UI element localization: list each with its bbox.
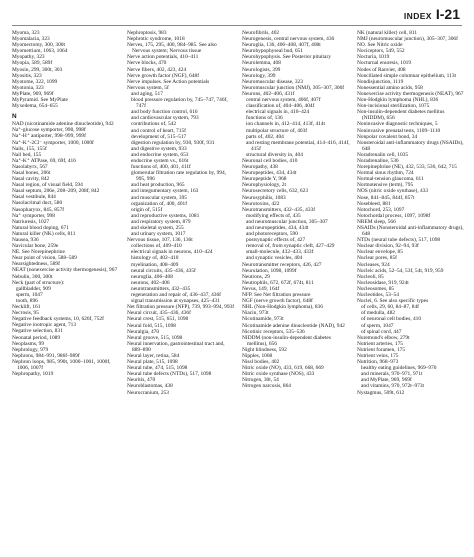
index-entry: Nuremund's elbow, 279t bbox=[357, 334, 410, 341]
index-entry: Neutrons, 29 bbox=[242, 273, 270, 280]
index-entry: Nitrogen narcosis, 864 bbox=[242, 383, 291, 390]
index-subentry: electrical signals in neurons, 410–424 bbox=[131, 249, 213, 256]
index-entry: Noradrenalin cell, 1035 bbox=[357, 151, 409, 158]
index-entry: Nonsteroidal anti-inflammatory drugs (NSAIDs), 648 bbox=[357, 139, 464, 152]
index-entry: Nose, 841–845, 844f, 857t bbox=[357, 194, 415, 201]
index-entry: NK (natural killer) cell, 811 bbox=[357, 30, 418, 36]
index-entry: NFP. See Net filtration pressure bbox=[242, 292, 311, 299]
index-entry: Neural circuit, 435–436, 436f bbox=[127, 310, 191, 317]
index-subentry: and heat production, 965 bbox=[131, 182, 185, 189]
index-entry: Natriuresis, 1027 bbox=[12, 218, 50, 225]
index-entry: Myosin, 299, 300t, 303 bbox=[12, 66, 63, 73]
index-entry: Noninvasive prenatal tests, 1109–1110 bbox=[357, 127, 441, 134]
index-entry: Na⁺-K⁺-2Cl⁻ symporter, 1000, 1000f bbox=[12, 139, 94, 146]
index-subentry: ion channels in, 412–414, 413f, 414t bbox=[246, 121, 326, 128]
index-subentry: and endocrine system, 653 bbox=[131, 151, 189, 158]
index-subentry: endocrine system vs., 616t bbox=[131, 157, 189, 164]
index-entry: Neurotransmitter receptors, 426, 427 bbox=[242, 261, 322, 268]
index-entry: Nasal septum, 206e, 208–209, 208f, 842 bbox=[12, 188, 100, 195]
index-subentry: neurons, 402–406 bbox=[131, 279, 170, 286]
index-label: INDEX bbox=[403, 11, 432, 21]
index-entry: Non-Hodgkin lymphoma (NHL), 836 bbox=[357, 97, 439, 104]
index-entry: Nasal region, of visual field, 594 bbox=[12, 182, 83, 189]
index-subentry: and neuromuscular junction, 305–307 bbox=[246, 218, 328, 225]
index-entry: Nausea, 936 bbox=[12, 237, 39, 243]
index-entry: Nuclear pores, 85f bbox=[357, 255, 397, 262]
index-entry: Nasal vestibule, 844 bbox=[12, 194, 56, 201]
index-entry: Nodes of Ranvier, 408 bbox=[357, 66, 406, 73]
index-subentry: and cardiovascular system, 793 bbox=[131, 115, 199, 122]
index-entry: Neural tube defects (NTDs), 517, 1098 bbox=[127, 371, 212, 378]
index-entry: Nasal bones, 206t bbox=[12, 169, 51, 176]
index-subentry: neural circuits, 435–436, 435f bbox=[131, 267, 196, 274]
index-entry: Negative inotropic agent, 713 bbox=[12, 322, 77, 329]
index-entry: Neural innervation, gastrointestinal tract and, 889–890 bbox=[127, 340, 225, 353]
index-entry: Nephrology, 979 bbox=[12, 346, 49, 353]
index-entry: Non-incisional sterilization, 1075 bbox=[357, 103, 430, 110]
index-subentry: and reproductive systems, 1081 bbox=[131, 212, 200, 219]
index-entry: Nuclei, 6. See also specific types bbox=[357, 298, 429, 305]
index-entry: NOS (nitric oxide synthase), 433 bbox=[357, 188, 429, 195]
index-entry: Myoma, 323 bbox=[12, 30, 40, 36]
index-subentry: gallbladder, 909 bbox=[16, 285, 51, 292]
index-entry: Nociceptors, 549, 552 bbox=[357, 48, 405, 55]
index-entry: Nocturnal enuresis, 1019 bbox=[357, 60, 412, 67]
index-subentry: development of, 515–517 bbox=[131, 133, 187, 140]
index-subentry: of spinal cord, 447 bbox=[361, 328, 402, 335]
index-entry: Myxedema, 654–655 bbox=[12, 103, 58, 110]
index-entry: Nails, 155, 155f bbox=[12, 145, 47, 152]
index-entry: Neurocranium, 253 bbox=[127, 389, 169, 396]
index-entry: Neurosecretory cells, 632, 623 bbox=[242, 188, 309, 195]
index-subentry: blood pressure regulation by, 745–747, 746f, 747f bbox=[131, 97, 228, 110]
index-subentry: and respiratory system, 879 bbox=[131, 218, 191, 225]
index-entry: Neurophysiology, 2t bbox=[242, 182, 286, 189]
index-entry: Neuropeptides, 434, 434t bbox=[242, 170, 297, 177]
index-entry: Nail bed, 155 bbox=[12, 151, 42, 158]
index-entry: Neural crest, 515, 651, 1098 bbox=[127, 316, 189, 323]
index-subentry: sperm, 1047 bbox=[16, 291, 43, 298]
index-entry: MyPyramid. See MyPlate bbox=[12, 97, 68, 104]
index-entry: Nephroptosis, 983 bbox=[127, 30, 167, 36]
index-subentry: multipolar structure of, 403f bbox=[246, 127, 308, 134]
index-column-4 bbox=[357, 30, 466, 553]
index-subentry: classification of, 404–406, 404f bbox=[246, 103, 315, 110]
index-entry: Nerve blocks, 470 bbox=[127, 60, 167, 67]
index-entry: Neuralgia, 470 bbox=[127, 328, 160, 335]
index-entry: Necklift, 161 bbox=[12, 304, 41, 311]
index-entry: Neurulation, 1098, 1099f bbox=[242, 267, 297, 274]
index-entry: Neural plate, 515, 1098 bbox=[127, 359, 178, 366]
index-entry: Normal sinus rhythm, 724 bbox=[357, 170, 414, 177]
index-entry: Natural killer (NK) cells, 811 bbox=[12, 230, 76, 237]
index-entry: Nitric oxide (NO), 433, 619, 668, 669 bbox=[242, 365, 324, 372]
index-entry: Neonatal period, 1089 bbox=[12, 334, 61, 341]
index-entry: NSAIDs (Nonsteroidal anti-inflammatory drugs), 648 bbox=[357, 225, 464, 238]
index-entry: Neuritis, 470 bbox=[127, 377, 156, 384]
index-entry: Norepinephrine (NE), 432, 533, 536, 642, 715 bbox=[357, 164, 457, 171]
index-entry: Nerves, 175, 295, 400, 984–985. See also Nervous system; Nervous tissue bbox=[127, 42, 217, 55]
index-entry: Nucleic acids, 52–54, 53f, 54t, 919, 959 bbox=[357, 267, 444, 274]
index-entry: NREM sleep, 566 bbox=[357, 218, 396, 225]
index-entry: Neurotoxins, 422 bbox=[242, 200, 280, 207]
index-entry: Nondisjunction, 1119 bbox=[357, 78, 404, 85]
index-subentry: and photoreceptors, 590 bbox=[246, 231, 298, 238]
index-subentry: small-molecule, 432–433, 433f bbox=[246, 249, 314, 256]
index-entry: Neoplasms, 99 bbox=[12, 340, 45, 347]
index-subentry: and vitamins, 970, 972t–973t bbox=[361, 383, 425, 390]
index-entry: Na⁺-glucose symporter, 998, 998f bbox=[12, 127, 86, 134]
index-entry: Neural fold, 515, 1098 bbox=[127, 322, 176, 329]
index-subentry: signal transmission at synapses, 425–431 bbox=[131, 298, 220, 305]
index-subentry: origin of, 515f bbox=[131, 206, 163, 213]
index-entry: Neuronal cell bodies, 410 bbox=[242, 157, 298, 164]
index-entry: NAD (nicotinamide adenine dinucleotide), 942 bbox=[12, 121, 114, 128]
index-subentry: and minerals, 970–971, 971t bbox=[361, 371, 423, 378]
index-subentry: healthy eating guidelines, 969–970 bbox=[361, 365, 437, 372]
index-columns bbox=[12, 30, 466, 553]
index-entry: Noradrenaline, 536 bbox=[357, 157, 399, 164]
index-entry: Night blindness, 592 bbox=[242, 346, 287, 353]
index-entry: Nebulin, 300, 300t bbox=[12, 273, 53, 280]
index-entry: Nonessential amino acids, 958 bbox=[357, 84, 423, 91]
index-subentry: functions of, 136 bbox=[246, 115, 283, 122]
index-entry: Nucleoli, 85 bbox=[357, 273, 384, 280]
index-entry: Neck (part of structure): bbox=[12, 279, 65, 286]
index-subentry: functions of, 400, 401, 411f bbox=[131, 164, 191, 171]
index-entry: Na⁺-K⁺ ATPase, 69, 69f, 416 bbox=[12, 157, 76, 164]
index-entry: Nicotinamide adenine dinucleotide (NAD), 942 bbox=[242, 322, 345, 329]
index-entry: Natural blood doping, 671 bbox=[12, 224, 69, 231]
index-entry: Nervous system, 5f bbox=[127, 84, 169, 91]
index-subentry: neurotransmitters, 432–435 bbox=[131, 285, 191, 292]
index-column-2 bbox=[127, 30, 236, 553]
index-entry: Nicotinic receptors, 535–536 bbox=[242, 328, 305, 335]
index-subentry: histology of, 402–410 bbox=[131, 255, 179, 262]
index-subentry: of cells, 29, 60, 84–87, 84f bbox=[361, 304, 419, 311]
index-entry: Nonciliated simple columnar epithelium, 113t bbox=[357, 72, 457, 79]
index-entry: Nerve fibers, 402, 423, 424 bbox=[127, 66, 187, 73]
index-subentry: and skeletal system, 255 bbox=[131, 225, 184, 231]
index-subentry: contributions of, 542 bbox=[131, 121, 177, 128]
index-subentry: neuroglia, 406–408 bbox=[131, 273, 173, 280]
index-subentry: postsynaptic effects of, 427 bbox=[246, 237, 306, 244]
index-entry: Notochord, 253, 1097 bbox=[357, 206, 405, 213]
index-entry: Navicular bone, 259e bbox=[12, 243, 59, 250]
index-entry: Neurohypophysis. See Posterior pituitary bbox=[242, 54, 331, 61]
index-entry: Nutrient veins, 175 bbox=[357, 352, 399, 359]
index-entry: Myotonia, 323 bbox=[12, 84, 44, 91]
index-entry: Neurons, 402–406, 431f bbox=[242, 90, 295, 97]
index-entry: Nerve impulses. See Action potentials bbox=[127, 78, 210, 85]
index-entry: Neurologists, 399 bbox=[242, 66, 281, 73]
index-subentry: and integumentary system, 163 bbox=[131, 188, 199, 195]
index-entry: Nucleotides, 53–54 bbox=[357, 292, 399, 299]
index-entry: Non-insulin-dependent diabetes mellitus (NIDDM), 656 bbox=[357, 109, 445, 122]
index-entry: Net filtration pressure (NFP), 739, 993–994, 993f bbox=[127, 304, 235, 311]
index-entry: Nasolabyrx, 567 bbox=[12, 163, 48, 170]
letter-heading: N bbox=[12, 113, 17, 121]
index-entry: Nephropathy, 1019 bbox=[12, 371, 54, 378]
index-entry: Nutrient foramen, 175 bbox=[357, 346, 406, 353]
index-entry: Neurogenesis, central nervous system, 436 bbox=[242, 36, 335, 43]
index-subentry: and urinary system, 1017 bbox=[131, 231, 186, 238]
index-subentry: myelination, 408–409 bbox=[131, 261, 179, 268]
index-subentry: of neuronal cell bodies, 410 bbox=[361, 316, 422, 323]
index-subentry: removal of, from synaptic cleft, 427–429 bbox=[246, 243, 335, 250]
index-entry: Negative selection, 831 bbox=[12, 328, 63, 335]
index-entry: Nutrient arteries, 175 bbox=[357, 340, 403, 347]
index-entry: Neutrophils, 672, 672f, 674t, 811 bbox=[242, 279, 314, 286]
index-subentry: organization of, 400, 401f bbox=[131, 200, 188, 207]
index-entry: Myomectomy, 300, 300t bbox=[12, 42, 65, 49]
index-entry: Nosebleed, 881 bbox=[357, 200, 391, 207]
index-entry: Nasal cavity, 842 bbox=[12, 176, 50, 183]
index-subentry: central nervous system, 406f, 407f bbox=[246, 97, 321, 104]
index-entry: Nutrition, 968–973 bbox=[357, 359, 399, 366]
header-rule bbox=[12, 25, 462, 26]
index-entry: Nucleosidase, 919, 924t bbox=[357, 279, 409, 286]
index-subentry: and muscular system, 395 bbox=[131, 194, 187, 201]
index-entry: Myopathy, 323 bbox=[12, 54, 45, 61]
index-subentry: regeneration and repair of, 436–437, 436f bbox=[131, 292, 221, 299]
index-entry: Neuropeptide Y, 968 bbox=[242, 176, 287, 183]
index-entry: Neural groove, 515, 1098 bbox=[127, 334, 183, 341]
index-entry: Neural layer, retina, 584 bbox=[127, 352, 180, 359]
index-column-1 bbox=[12, 30, 121, 553]
index-subentry: and synaptic vesicles, 404 bbox=[246, 255, 303, 262]
index-entry: Nonexercise activity thermogenesis (NEAT), 967 bbox=[357, 90, 464, 97]
index-entry: NMJ (neuromuscular junction), 305–307, 306f bbox=[357, 36, 458, 43]
index-entry: Neuropathy, 438 bbox=[242, 164, 278, 171]
index-entry: Nevus, 149, 164f bbox=[242, 285, 280, 292]
page-header bbox=[404, 6, 460, 22]
index-entry: Niacin, 973t bbox=[242, 310, 269, 317]
index-entry: Nucleases, 924 bbox=[357, 261, 390, 268]
index-entry: Necrosis, 95 bbox=[12, 310, 39, 317]
index-entry: NIDDM (non-insulin-dependent diabetes mellitus), 656 bbox=[242, 334, 331, 347]
index-entry: Nephrons, 984–991, 986f–989f bbox=[12, 352, 80, 359]
index-entry: MyPlate, 969, 969f bbox=[12, 90, 54, 97]
index-entry: NE. See Norepinephrine bbox=[12, 249, 65, 256]
index-entry: Neurosyphilis, 1083 bbox=[242, 194, 286, 201]
index-entry: Nicotinamide, 973t bbox=[242, 316, 284, 323]
index-entry: Myositis, 323 bbox=[12, 72, 42, 79]
index-entry: Normal-tension glaucoma, 611 bbox=[357, 176, 424, 183]
index-entry: Neurology, 399 bbox=[242, 72, 276, 79]
index-entry: Neuromuscular disease, 323 bbox=[242, 78, 303, 85]
index-entry: Nocturia, 1019 bbox=[357, 54, 390, 61]
index-subentry: electrical signals in, 410–424 bbox=[246, 109, 310, 116]
index-subentry: tooth, 896 bbox=[16, 297, 38, 304]
index-column-3 bbox=[242, 30, 351, 553]
index-subentry: and body function control, 616 bbox=[131, 109, 198, 116]
index-subentry: and MyPlate, 969, 969f bbox=[361, 377, 412, 384]
index-entry: Nearsightedness, 589f bbox=[12, 261, 60, 268]
index-entry: Nitrogen, 30t, 54 bbox=[242, 377, 279, 384]
index-subentry: and digestive system, 933 bbox=[131, 145, 187, 152]
index-entry: Myometrium, 1063, 1064 bbox=[12, 48, 68, 55]
index-entry: Negative feedback systems, 10, 626f, 752f bbox=[12, 316, 104, 323]
index-entry: Nipples, 1068 bbox=[242, 352, 273, 359]
index-entry: Nasolacrimal duct, 580 bbox=[12, 200, 63, 207]
index-entry: NEAT (nonexercise activity thermogenesis), 967 bbox=[12, 267, 118, 274]
index-entry: NHL (Non-Hodgkin lymphoma), 836 bbox=[242, 304, 323, 311]
index-subentry: modifying effects of, 435 bbox=[246, 212, 301, 219]
index-entry: Myotome, 322, 1099 bbox=[12, 78, 58, 85]
index-entry: Nissl bodies, 402 bbox=[242, 359, 280, 366]
index-entry: Nucleosomes, 85 bbox=[357, 285, 395, 292]
index-entry: Nephron loops, 985, 990t, 1000–1001, 1000f, 1006, 1007f bbox=[12, 358, 111, 371]
index-entry: Nasopharynx, 845, 857f bbox=[12, 206, 65, 213]
index-entry: Nonpolar covalent bond, 34 bbox=[357, 133, 418, 140]
index-subentry: parts of, 402, 404 bbox=[246, 133, 284, 140]
index-entry: Neurotransmitters, 432–435, 433f bbox=[242, 206, 316, 213]
index-entry: Normotensive (term), 795 bbox=[357, 182, 414, 189]
index-subentry: glomerular filtration rate regulation by, 994, 995, 996 bbox=[131, 170, 227, 183]
index-entry: Noninvasive diagnostic techniques, 5 bbox=[357, 121, 438, 128]
index-entry: Na⁺ symporter, 998 bbox=[12, 212, 55, 219]
index-entry: Myomalacia, 323 bbox=[12, 36, 50, 43]
index-entry: Neurofibrils, 402 bbox=[242, 30, 280, 36]
index-entry: Neurohypophyseal bud, 651 bbox=[242, 48, 303, 55]
index-subentry: and control of heart, 715f bbox=[131, 127, 186, 134]
index-subentry: structural diversity in, 404 bbox=[246, 151, 303, 158]
index-entry: Notochordal process, 1097, 1098f bbox=[357, 212, 431, 219]
index-entry: Nuclear division, 92–94, 93f bbox=[357, 243, 419, 250]
index-entry: Nerve growth factor (NGF), 648f bbox=[127, 72, 200, 79]
index-entry: Neuroblastomas, 438 bbox=[127, 383, 173, 390]
index-entry: Neuromuscular junction (NMJ), 305–307, 306f bbox=[242, 84, 345, 91]
index-subentry: collections of, 409–410 bbox=[131, 243, 182, 250]
index-entry: Near point of vision, 588–589 bbox=[12, 255, 77, 262]
index-subentry: digestion regulation by, 930, 930f, 931 bbox=[131, 139, 215, 146]
index-entry: Nephrotic syndrome, 1018 bbox=[127, 36, 185, 43]
index-entry: Nuclear envelope, 85 bbox=[357, 249, 403, 256]
index-entry: Neurolemma, 408 bbox=[242, 60, 281, 67]
index-entry: Nerve action potentials, 410–411 bbox=[127, 54, 199, 61]
index-entry: Myopia, 589, 589f bbox=[12, 60, 53, 67]
index-entry: NTDs (neural tube defects), 517, 1098 bbox=[357, 237, 441, 244]
index-entry: Neuroglia, 136, 406–408, 407f, 408t bbox=[242, 42, 321, 49]
index-subentry: and resting membrane potential, 414–416, 414f, 415f bbox=[246, 139, 350, 152]
index-subentry: of sperm, 1047 bbox=[361, 322, 394, 329]
index-entry: NO. See Nitric oxide bbox=[357, 42, 403, 49]
index-entry: NGF (nerve growth factor), 648f bbox=[242, 298, 313, 305]
index-subentry: of medulla, 482 bbox=[361, 310, 395, 317]
index-entry: Na⁺-H⁺ antiporter, 998–999, 999f bbox=[12, 133, 86, 140]
index-entry: Neural tube, 474, 515, 1098 bbox=[127, 365, 188, 372]
index-entry: Nervous tissue, 107, 136, 136t bbox=[127, 237, 193, 244]
page-number: I-21 bbox=[435, 6, 460, 22]
index-entry: Nystagmus, 509t, 612 bbox=[357, 389, 405, 396]
index-entry: Nitric oxide synthase (NOS), 433 bbox=[242, 371, 315, 378]
index-subentry: and aging, 517 bbox=[131, 90, 163, 97]
index-subentry: and neuropeptides, 434, 434t bbox=[246, 225, 309, 231]
